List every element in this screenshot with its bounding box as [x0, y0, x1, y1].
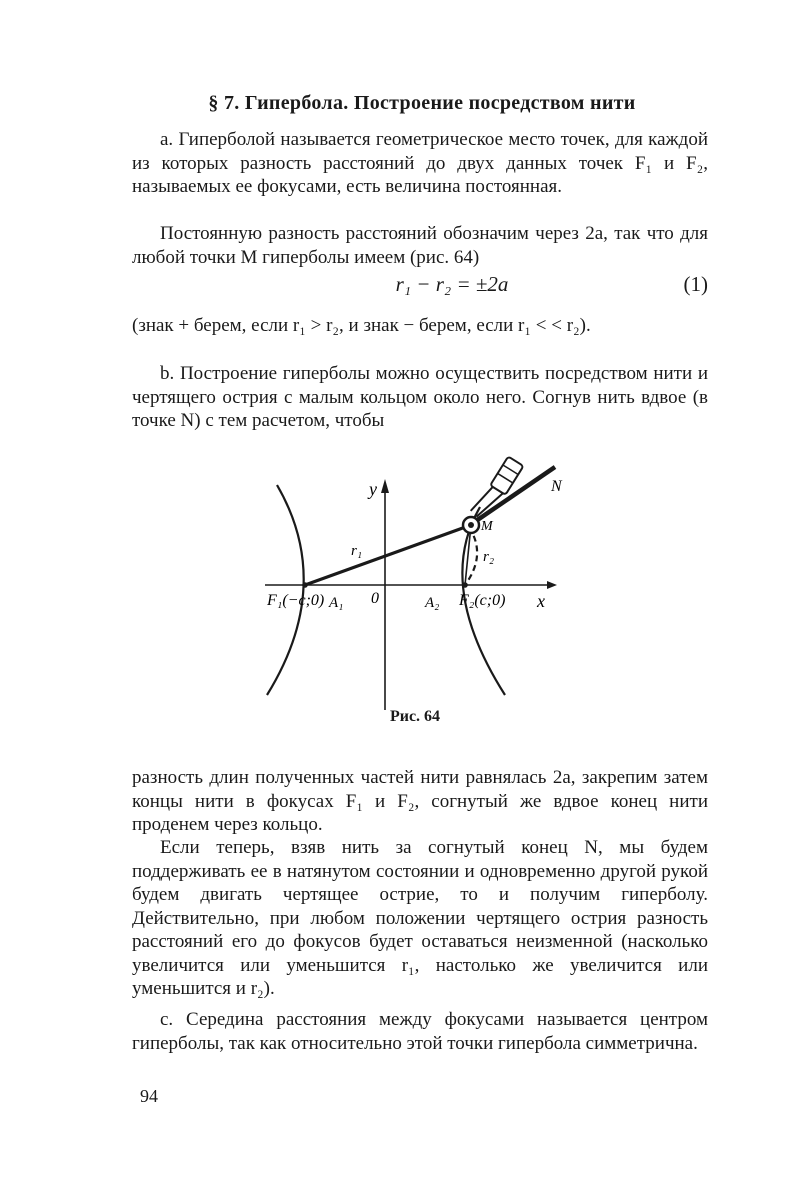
pen-tip — [468, 522, 474, 528]
label-a2: A₂ — [425, 595, 440, 611]
hyperbola-left-branch — [267, 485, 304, 695]
paragraph-construction: b. Построение гиперболы можно осуществить посредством нити и чертящего острия с малым кольцом около него. Согнув нить вдвое (в точке N) с тем расчетом, чтобы — [132, 363, 708, 431]
label-n: N — [551, 478, 562, 495]
y-axis-arrow — [381, 479, 389, 493]
label-f2: F₂(c;0) — [459, 592, 506, 609]
paragraph-sign-rule: (знак + берем, если r₁ > r₂, и знак − берем, если r₁ < < r₂). — [132, 315, 591, 336]
focus-f2-point — [462, 582, 468, 588]
page-number: 94 — [140, 1086, 158, 1106]
paragraph-thread-fixing: разность длин полученных частей нити равнялась 2a, закрепим затем концы нити в фокусах F₁ и F₂, согнутый же вдвое конец нити проденем через кольцо. — [132, 767, 708, 835]
thread-r1 — [305, 525, 471, 585]
paragraph-constant-difference: Постоянную разность расстояний обозначим через 2a, так что для любой точки M гиперболы имеем (рис. 64) — [132, 223, 708, 268]
label-x: x — [537, 591, 545, 611]
formula-number: (1) — [683, 272, 708, 296]
paragraph-center: с. Середина расстояния между фокусами называется центром гиперболы, так как относительно этой точки гипербола симметрична. — [132, 1009, 708, 1054]
paragraph-definition: а. Гиперболой называется геометрическое место точек, для каждой из которых разность расстояний до двух данных точек F₁ и F₂, называемых ее фокусами, есть величина постоянная. — [132, 129, 708, 197]
x-axis-arrow — [547, 581, 557, 589]
label-r2: r₂ — [483, 549, 495, 565]
label-f1: F₁(−c;0) — [267, 592, 325, 609]
formula-line — [132, 272, 708, 300]
label-m: M — [481, 519, 493, 534]
label-origin: 0 — [371, 590, 379, 607]
figure-caption: Рис. 64 — [389, 708, 441, 725]
section-heading: § 7. Гипербола. Построение посредством нити — [208, 92, 636, 114]
paragraph-drawing-process: Если теперь, взяв нить за согнутый конец N, мы будем поддерживать ее в натянутом состоянии и одновременно другой рукой будем двигать чертящее острие, то и получим гиперболу. Действительно, при любом положении чертящего острия разность расстояний его до фокусов будет оставаться неизменной (насколько увеличится или уменьшится r₁, настолько же увеличится или уменьшится и r₂). — [132, 837, 708, 999]
label-y: y — [369, 479, 377, 499]
formula: r₁ − r₂ = ±2a — [395, 272, 509, 296]
focus-f1-point — [302, 582, 308, 588]
label-a1: A₁ — [329, 595, 344, 611]
label-r1: r₁ — [351, 543, 363, 559]
hyperbola-figure — [255, 455, 565, 725]
